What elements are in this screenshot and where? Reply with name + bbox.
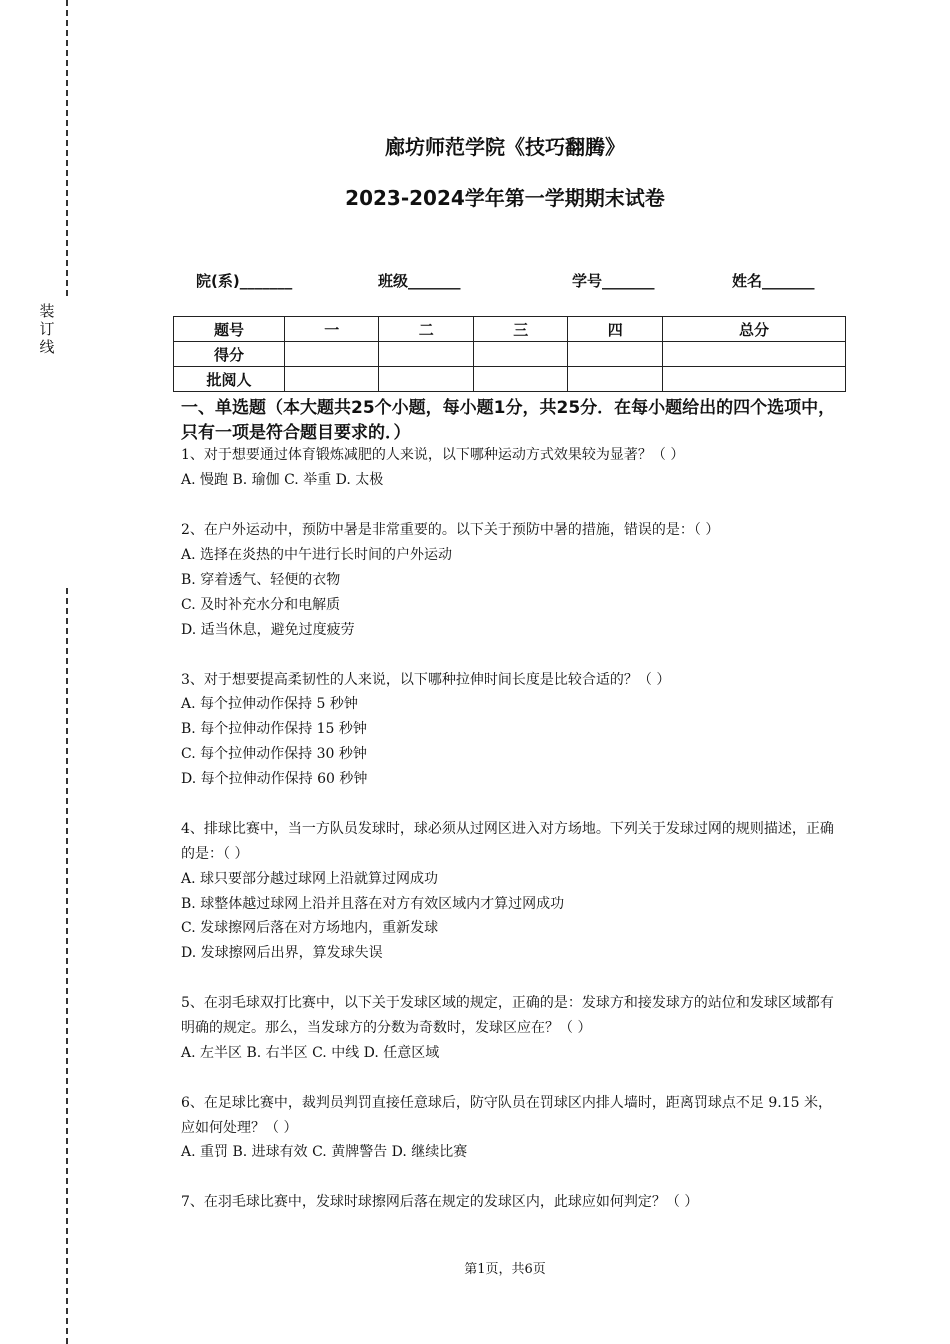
score-input-cell[interactable]	[379, 342, 473, 367]
question-1-stem: 1、对于想要通过体育锻炼减肥的人来说，以下哪种运动方式效果较为显著？（ ）	[181, 447, 685, 463]
score-table-cell: 总分	[662, 317, 845, 342]
binding-char: 装	[39, 302, 55, 320]
binding-line-bottom	[66, 588, 68, 1344]
question-4-option-d: D. 发球擦网后出界，算发球失误	[181, 945, 383, 961]
grader-row-label: 批阅人	[174, 367, 285, 392]
question-2-stem: 2、在户外运动中，预防中暑是非常重要的。以下关于预防中暑的措施，错误的是：（ ）	[181, 522, 720, 538]
score-input-cell[interactable]	[568, 342, 662, 367]
grader-input-cell[interactable]	[473, 367, 567, 392]
question-4-stem: 4、排球比赛中，当一方队员发球时，球必须从过网区进入对方场地。下列关于发球过网的规则描述，正确的是：（ ）	[181, 821, 834, 862]
score-table-header-row	[174, 317, 846, 342]
question-3-option-d: D. 每个拉伸动作保持 60 秒钟	[181, 771, 368, 787]
question-3-option-c: C. 每个拉伸动作保持 30 秒钟	[181, 746, 367, 762]
question-2-option-d: D. 适当休息，避免过度疲劳	[181, 622, 355, 638]
question-4-option-a: A. 球只要部分越过球网上沿就算过网成功	[181, 871, 439, 887]
binding-label	[37, 302, 57, 356]
score-table	[173, 316, 846, 392]
score-row	[174, 342, 846, 367]
question-4-option-b: B. 球整体越过球网上沿并且落在对方有效区域内才算过网成功	[181, 896, 565, 912]
binding-char: 线	[39, 338, 55, 356]
score-input-cell[interactable]	[473, 342, 567, 367]
score-table-cell: 四	[568, 317, 662, 342]
question-2-option-c: C. 及时补充水分和电解质	[181, 597, 341, 613]
binding-char: 订	[39, 320, 55, 338]
score-table-cell: 三	[473, 317, 567, 342]
grader-input-cell[interactable]	[379, 367, 473, 392]
question-4-option-c: C. 发球擦网后落在对方场地内，重新发球	[181, 920, 439, 936]
question-6-options: A. 重罚 B. 进球有效 C. 黄牌警告 D. 继续比赛	[181, 1144, 468, 1160]
score-table-cell: 题号	[174, 317, 285, 342]
exam-title: 廊坊师范学院《技巧翻腾》	[385, 135, 625, 159]
question-2-option-b: B. 穿着透气、轻便的衣物	[181, 572, 341, 588]
grader-input-cell[interactable]	[662, 367, 845, 392]
grader-row	[174, 367, 846, 392]
page-footer: 第1页，共6页	[464, 1262, 546, 1277]
class-field[interactable]: 班级_______	[378, 272, 461, 290]
student-id-field[interactable]: 学号_______	[572, 272, 655, 290]
question-1-options: A. 慢跑 B. 瑜伽 C. 举重 D. 太极	[181, 472, 384, 488]
score-input-cell[interactable]	[285, 342, 379, 367]
question-3-stem: 3、对于想要提高柔韧性的人来说，以下哪种拉伸时间长度是比较合适的？（ ）	[181, 672, 671, 688]
question-5-stem: 5、在羽毛球双打比赛中，以下关于发球区域的规定，正确的是：发球方和接发球方的站位和发球区域都有明确的规定。那么，当发球方的分数为奇数时，发球区应在？（ ）	[181, 995, 834, 1036]
question-3-option-b: B. 每个拉伸动作保持 15 秒钟	[181, 721, 367, 737]
question-5-options: A. 左半区 B. 右半区 C. 中线 D. 任意区域	[181, 1045, 440, 1061]
exam-subtitle: 2023-2024学年第一学期期末试卷	[345, 186, 665, 210]
question-3-option-a: A. 每个拉伸动作保持 5 秒钟	[181, 696, 358, 712]
dept-field[interactable]: 院(系)_______	[196, 272, 293, 290]
question-2-option-a: A. 选择在炎热的中午进行长时间的户外运动	[181, 547, 453, 563]
score-table-cell: 二	[379, 317, 473, 342]
question-6-stem: 6、在足球比赛中，裁判员判罚直接任意球后，防守队员在罚球区内排人墙时，距离罚球点不足 9.15 米，应如何处理？（ ）	[181, 1095, 832, 1136]
grader-input-cell[interactable]	[285, 367, 379, 392]
section-heading: 一、单选题（本大题共25个小题，每小题1分，共25分．在每小题给出的四个选项中，只有一项是符合题目要求的．）	[181, 398, 836, 443]
question-7-stem: 7、在羽毛球比赛中，发球时球擦网后落在规定的发球区内，此球应如何判定？（ ）	[181, 1194, 699, 1210]
score-input-cell[interactable]	[662, 342, 845, 367]
score-row-label: 得分	[174, 342, 285, 367]
name-field[interactable]: 姓名_______	[732, 272, 815, 290]
score-table-cell: 一	[285, 317, 379, 342]
grader-input-cell[interactable]	[568, 367, 662, 392]
